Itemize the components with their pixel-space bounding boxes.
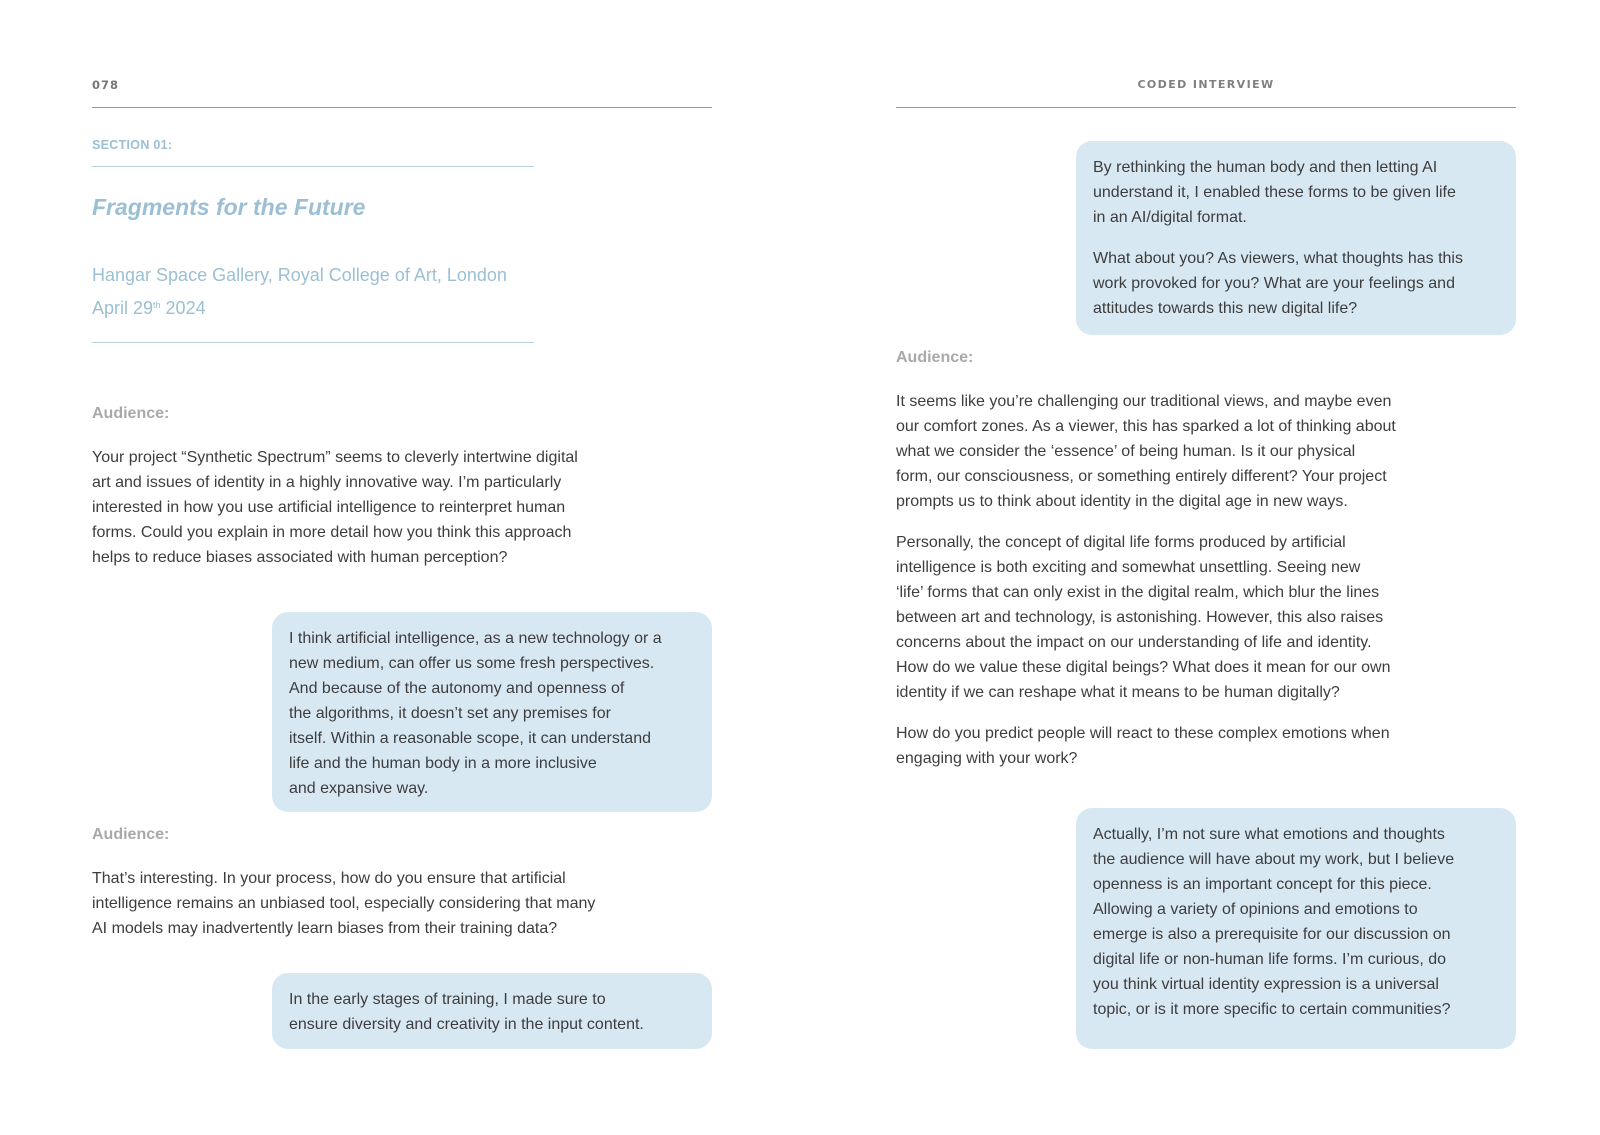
text-line: the algorithms, it doesn’t set any premises for xyxy=(289,705,611,722)
audience-question-2 xyxy=(92,866,595,941)
text-line: you think virtual identity expression is a universal xyxy=(1093,976,1439,993)
header-rule xyxy=(92,107,712,108)
header-rule xyxy=(896,107,1516,108)
speaker-label-audience: Audience: xyxy=(92,405,170,422)
text-line: In the early stages of training, I made sure to xyxy=(289,991,606,1008)
audience-question-3 xyxy=(896,721,1390,771)
event-date xyxy=(92,290,552,323)
speaker-label-audience: Audience: xyxy=(92,826,170,843)
left-page xyxy=(92,0,712,1135)
text-line: ‘life’ forms that can only exist in the digital realm, which blur the lines xyxy=(896,584,1380,601)
audience-question-1 xyxy=(92,445,578,570)
venue-rule xyxy=(92,342,534,343)
date-year: 2024 xyxy=(160,298,206,318)
date-ordinal: th xyxy=(153,300,161,310)
text-line: new medium, can offer us some fresh perspectives. xyxy=(289,655,655,672)
text-line: And because of the autonomy and openness of xyxy=(289,680,625,697)
text-line: life and the human body in a more inclusive xyxy=(289,755,597,772)
audience-comment-paragraph-2 xyxy=(896,530,1391,705)
artist-answer-bubble-3 xyxy=(1076,141,1516,335)
text-line: By rethinking the human body and then letting AI xyxy=(1093,159,1438,176)
text-line: AI models may inadvertently learn biases from their training data? xyxy=(92,920,558,937)
audience-comment-paragraph-1 xyxy=(896,389,1396,514)
text-line: the audience will have about my work, but I believe xyxy=(1093,851,1455,868)
text-line: How do we value these digital beings? What does it mean for our own xyxy=(896,659,1391,676)
running-head: CODED INTERVIEW xyxy=(1137,78,1275,91)
text-line: and expansive way. xyxy=(289,780,429,797)
text-line: ensure diversity and creativity in the input content. xyxy=(289,1016,644,1033)
text-line: itself. Within a reasonable scope, it can understand xyxy=(289,730,651,747)
text-line: topic, or is it more specific to certain communities? xyxy=(1093,1001,1451,1018)
text-line: What about you? As viewers, what thoughts has this xyxy=(1093,250,1463,267)
text-line: That’s interesting. In your process, how do you ensure that artificial xyxy=(92,870,566,887)
speaker-label-audience: Audience: xyxy=(896,349,974,366)
text-line: our comfort zones. As a viewer, this has sparked a lot of thinking about xyxy=(896,418,1396,435)
text-line: understand it, I enabled these forms to be given life xyxy=(1093,184,1456,201)
answer-paragraph xyxy=(289,626,696,801)
right-page xyxy=(896,0,1516,1135)
text-line: emerge is also a prerequisite for our discussion on xyxy=(1093,926,1451,943)
answer-paragraph xyxy=(1093,155,1500,230)
text-line: openness is an important concept for this piece. xyxy=(1093,876,1432,893)
artist-answer-bubble-1 xyxy=(272,612,712,812)
text-line: helps to reduce biases associated with human perception? xyxy=(92,549,508,566)
text-line: Allowing a variety of opinions and emotions to xyxy=(1093,901,1418,918)
section-label: SECTION 01: xyxy=(92,138,173,152)
text-line: forms. Could you explain in more detail how you think this approach xyxy=(92,524,572,541)
venue-block xyxy=(92,260,552,323)
text-line: in an AI/digital format. xyxy=(1093,209,1247,226)
venue-line: Hangar Space Gallery, Royal College of Art, London xyxy=(92,265,507,285)
text-line: intelligence remains an unbiased tool, especially considering that many xyxy=(92,895,596,912)
text-line: interested in how you use artificial intelligence to reinterpret human xyxy=(92,499,566,516)
text-line: I think artificial intelligence, as a new technology or a xyxy=(289,630,662,647)
text-line: concerns about the impact on our understanding of life and identity. xyxy=(896,634,1372,651)
text-line: digital life or non-human life forms. I’m curious, do xyxy=(1093,951,1447,968)
text-line: How do you predict people will react to these complex emotions when xyxy=(896,725,1390,742)
answer-paragraph xyxy=(1093,246,1500,321)
answer-paragraph xyxy=(289,987,696,1037)
text-line: Actually, I’m not sure what emotions and thoughts xyxy=(1093,826,1445,843)
text-line: art and issues of identity in a highly innovative way. I’m particularly xyxy=(92,474,562,491)
text-line: form, our consciousness, or something entirely different? Your project xyxy=(896,468,1387,485)
text-line: attitudes towards this new digital life? xyxy=(1093,300,1358,317)
date-prefix: April 29 xyxy=(92,298,154,318)
text-line: work provoked for you? What are your feelings and xyxy=(1093,275,1455,292)
section-rule xyxy=(92,166,534,167)
text-line: It seems like you’re challenging our traditional views, and maybe even xyxy=(896,393,1392,410)
text-line: between art and technology, is astonishing. However, this also raises xyxy=(896,609,1384,626)
text-line: Your project “Synthetic Spectrum” seems to cleverly intertwine digital xyxy=(92,449,578,466)
page-number: 078 xyxy=(92,78,120,92)
text-line: prompts us to think about identity in the digital age in new ways. xyxy=(896,493,1348,510)
text-line: identity if we can reshape what it means to be human digitally? xyxy=(896,684,1340,701)
text-line: engaging with your work? xyxy=(896,750,1078,767)
artist-answer-bubble-2 xyxy=(272,973,712,1049)
text-line: Personally, the concept of digital life forms produced by artificial xyxy=(896,534,1346,551)
section-title: Fragments for the Future xyxy=(92,194,366,220)
text-line: what we consider the ‘essence’ of being human. Is it our physical xyxy=(896,443,1356,460)
answer-paragraph xyxy=(1093,822,1500,1022)
artist-answer-bubble-4 xyxy=(1076,808,1516,1049)
text-line: intelligence is both exciting and somewhat unsettling. Seeing new xyxy=(896,559,1361,576)
